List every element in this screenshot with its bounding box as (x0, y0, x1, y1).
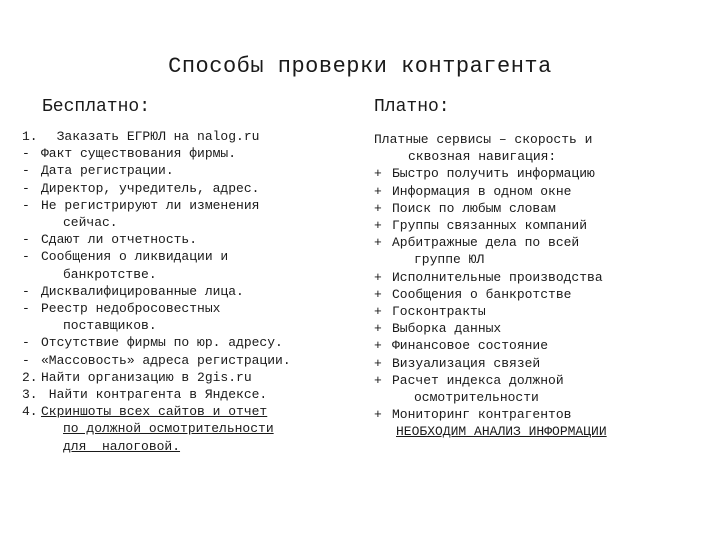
list-item: + Исполнительные производства (374, 269, 603, 285)
list-item: + Мониторинг контрагентов (374, 407, 572, 423)
list-item: + Финансовое состояние (374, 338, 549, 354)
list-item: + Выборка данных (374, 321, 502, 337)
list-item: + Информация в одном окне (374, 183, 572, 199)
slide-title: Способы проверки контрагента (168, 54, 552, 79)
list-item: + Группы связанных компаний (374, 218, 588, 234)
paid-footer: НЕОБХОДИМ АНАЛИЗ ИНФОРМАЦИИ (396, 424, 607, 440)
list-item: 2. Найти организацию в 2gis.ru (22, 369, 252, 385)
list-item: + Расчет индекса должной осмотрительности (374, 372, 564, 406)
paid-services-list (374, 131, 674, 441)
list-item: 4. Скриншоты всех сайтов и отчет по должной осмотрительности для налоговой. (22, 404, 274, 454)
list-item: - Факт существования фирмы. (22, 146, 237, 162)
list-item: + Арбитражные дела по всей группе ЮЛ (374, 235, 580, 268)
list-item: - Сдают ли отчетность. (22, 232, 198, 248)
list-item: + Госконтракты (374, 304, 486, 320)
list-item: - «Массовость» адреса регистрации. (22, 352, 291, 368)
list-item: + Поиск по любым словам (374, 200, 556, 216)
list-item: + Быстро получить информацию (374, 166, 595, 182)
list-item: + Сообщения о банкротстве (374, 286, 572, 302)
list-item: - Сообщения о ликвидации и банкротстве. (22, 249, 229, 282)
free-methods-list (22, 128, 362, 455)
list-item: - Реестр недобросовестных поставщиков. (22, 301, 221, 334)
list-item: 1. Заказать ЕГРЮЛ на nalog.ru (22, 129, 260, 144)
free-heading: Бесплатно: (42, 97, 151, 117)
list-item: - Дата регистрации. (22, 163, 174, 179)
list-item: - Не регистрируют ли изменения сейчас. (22, 197, 260, 231)
list-item: 3. Найти контрагента в Яндексе. (22, 387, 268, 403)
paid-heading: Платно: (374, 97, 450, 117)
list-item: - Директор, учредитель, адрес. (22, 180, 260, 196)
list-item: - Дисквалифицированные лица. (22, 283, 244, 299)
list-item: + Визуализация связей (374, 355, 541, 371)
list-item: - Отсутствие фирмы по юр. адресу. (22, 335, 283, 351)
paid-intro: Платные сервисы – скорость и сквозная навигация: (374, 132, 593, 165)
